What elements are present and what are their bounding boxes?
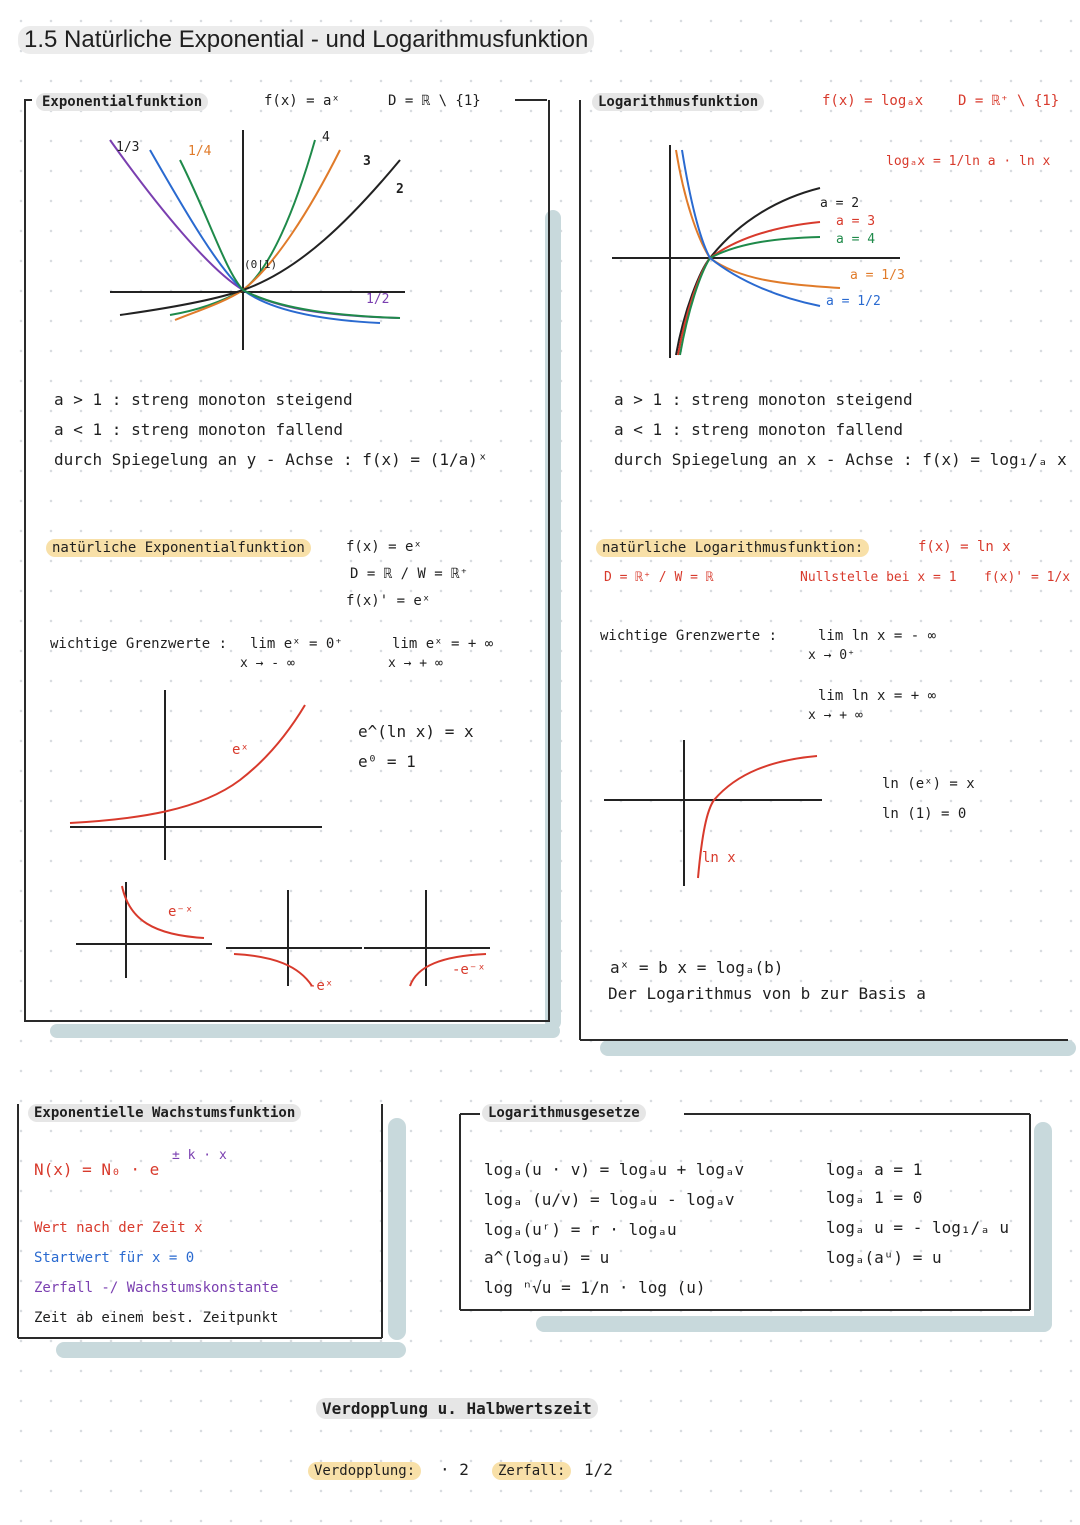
law-exponent: logₐ(aᵘ) = u [826, 1248, 942, 1267]
growth-start-value: Startwert für x = 0 [34, 1250, 195, 1266]
exp-natural-heading: natürliche Exponentialfunktion [46, 539, 311, 557]
exp-eq-eln: e^(ln x) = x [358, 722, 474, 741]
law-one: logₐ 1 = 0 [826, 1188, 923, 1207]
law-reciprocal-base: logₐ u = - log₁/ₐ u [826, 1218, 1010, 1237]
exp-heading: Exponentialfunktion [36, 93, 208, 111]
exp-label-3: 3 [363, 154, 371, 169]
log-conversion: logₐx = 1/ln a · ln x [886, 154, 1051, 169]
exp-label-2: 2 [396, 182, 404, 197]
exp-reflection: durch Spiegelung an y - Achse : f(x) = (1/a)ˣ [54, 450, 488, 469]
log-label-a4: a = 4 [836, 232, 876, 247]
law-power: logₐ(uʳ) = r · logₐu [484, 1220, 677, 1239]
page-title: 1.5 Natürliche Exponential - und Logarithmusfunktion [18, 26, 594, 54]
growth-formula-exponent: ± k · x [172, 1148, 227, 1163]
log-natural-formula: f(x) = ln x [918, 539, 1011, 555]
mini-label-e-neg-x: e⁻ˣ [168, 904, 194, 920]
log-limit-2: lim ln x = + ∞ [818, 688, 937, 704]
log-monotone-increasing: a > 1 : streng monoton steigend [614, 390, 913, 409]
log-definition-2: Der Logarithmus von b zur Basis a [608, 984, 926, 1003]
exp-domain: D = ℝ \ {1} [388, 93, 481, 109]
law-inverse: a^(logₐu) = u [484, 1248, 610, 1267]
law-quotient: logₐ (u/v) = logₐu - logₐv [484, 1190, 735, 1209]
growth-heading: Exponentielle Wachstumsfunktion [28, 1104, 301, 1122]
log-label-a12: a = 1/2 [826, 294, 881, 309]
exp-natural-domain: D = ℝ / W = ℝ⁺ [350, 566, 469, 582]
law-root: log ⁿ√u = 1/n · log (u) [484, 1278, 706, 1297]
log-natural-domain: D = ℝ⁺ / W = ℝ [604, 570, 714, 585]
exp-limits-label: wichtige Grenzwerte : [50, 636, 228, 652]
ex-label: eˣ [232, 742, 249, 758]
exp-limit-2: lim eˣ = + ∞ [392, 636, 494, 652]
exp-monotone-decreasing: a < 1 : streng monoton fallend [54, 420, 343, 439]
growth-value-after-time: Wert nach der Zeit x [34, 1220, 203, 1236]
log-limit-2-sub: x → + ∞ [808, 708, 863, 723]
growth-constant: Zerfall -/ Wachstumskonstante [34, 1280, 279, 1296]
growth-formula: N(x) = N₀ · e [34, 1160, 160, 1179]
log-limit-1: lim ln x = - ∞ [818, 628, 937, 644]
exp-label-1-2: 1/2 [366, 292, 390, 307]
mini-label-neg-e-neg-x: -e⁻ˣ [452, 962, 486, 978]
log-monotone-decreasing: a < 1 : streng monoton fallend [614, 420, 903, 439]
log-limits-label: wichtige Grenzwerte : [600, 628, 778, 644]
exp-monotone-increasing: a > 1 : streng monoton steigend [54, 390, 353, 409]
log-reflection: durch Spiegelung an x - Achse : f(x) = log₁/ₐ x [614, 450, 1067, 469]
mini-label-neg-ex: -eˣ [308, 978, 334, 994]
log-heading: Logarithmusfunktion [592, 93, 764, 111]
log-limit-1-sub: x → 0⁺ [808, 648, 855, 663]
exp-label-point: (0|1) [244, 258, 278, 271]
lnx-label: ln x [702, 850, 736, 866]
doubling-label: Verdopplung: [308, 1462, 421, 1480]
laws-heading: Logarithmusgesetze [482, 1104, 646, 1122]
law-product: logₐ(u · v) = logₐu + logₐv [484, 1160, 745, 1179]
log-formula: f(x) = logₐx [822, 93, 924, 109]
exp-eq-e0: e⁰ = 1 [358, 752, 416, 771]
log-natural-heading: natürliche Logarithmusfunktion: [596, 539, 869, 557]
exp-label-4: 4 [322, 130, 330, 145]
exp-label-1-3: 1/3 [116, 140, 140, 155]
decay-value: 1/2 [584, 1460, 613, 1479]
law-base: logₐ a = 1 [826, 1160, 923, 1179]
growth-time: Zeit ab einem best. Zeitpunkt [34, 1310, 279, 1326]
doubling-heading: Verdopplung u. Halbwertszeit [316, 1398, 598, 1419]
exp-formula: f(x) = aˣ [264, 93, 340, 109]
exp-label-1-4: 1/4 [188, 144, 212, 159]
exp-natural-derivative: f(x)' = eˣ [346, 593, 431, 609]
log-zero: Nullstelle bei x = 1 [800, 570, 957, 585]
exp-natural-formula: f(x) = eˣ [346, 539, 422, 555]
exp-limit-1: lim eˣ = 0⁺ [250, 636, 343, 652]
log-label-a13: a = 1/3 [850, 268, 905, 283]
log-eq-ln1: ln (1) = 0 [882, 806, 967, 822]
doubling-value: · 2 [440, 1460, 469, 1479]
log-eq-ln-ex: ln (eˣ) = x [882, 776, 975, 792]
exp-limit-2-sub: x → + ∞ [388, 656, 443, 671]
log-label-a2: a = 2 [820, 196, 860, 211]
log-label-a3: a = 3 [836, 214, 876, 229]
log-domain: D = ℝ⁺ \ {1} [958, 93, 1060, 109]
decay-label: Zerfall: [492, 1462, 571, 1480]
exp-limit-1-sub: x → - ∞ [240, 656, 295, 671]
log-definition-1: aˣ = b x = logₐ(b) [610, 958, 784, 977]
log-derivative: f(x)' = 1/x [984, 570, 1071, 585]
